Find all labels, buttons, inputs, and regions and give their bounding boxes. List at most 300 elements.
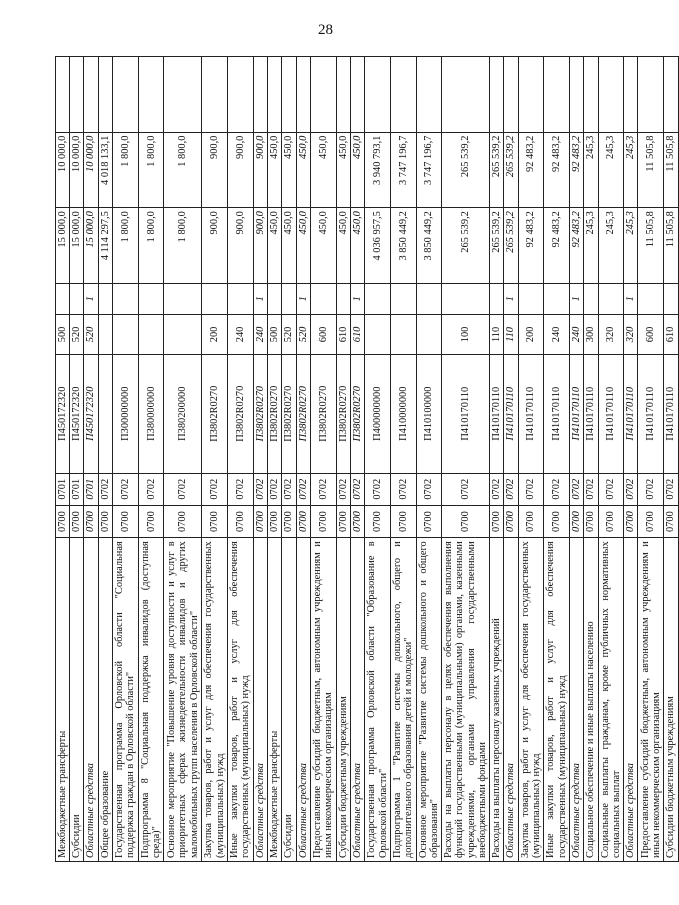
table-row [504,57,518,862]
cell-gr-code: 0700 [336,505,350,537]
cell-expense-name: Предоставление субсидий бюджетным, автономным учреждениям и иным некоммерческим организациям [638,538,664,862]
cell-vr-code: 200 [518,314,543,354]
cell-cs-code: П300000000 [112,354,138,473]
cell-cs-code: П3802R0270 [202,354,227,473]
cell-rz-code: 0702 [227,473,253,505]
cell-amount-1: 1 800,0 [164,208,202,284]
cell-gr-code: 0700 [504,505,518,537]
cell-gr-code: 0700 [164,505,202,537]
cell-amount-3 [664,57,678,133]
cell-amount-1: 11 505,8 [664,208,678,284]
cell-expense-name: Социальное обеспечение и иные выплаты населению [584,538,598,862]
cell-amount-2: 245,3 [584,132,598,208]
table-row [282,57,296,862]
cell-vr-code: 100 [442,314,490,354]
cell-rz-code: 0702 [664,473,678,505]
cell-mark [310,283,336,314]
table-row [351,57,365,862]
cell-cs-code: П410170110 [518,354,543,473]
cell-mark [202,283,227,314]
cell-cs-code: П410170110 [624,354,638,473]
cell-vr-code: 610 [351,314,365,354]
cell-amount-2: 3 747 196,7 [390,132,416,208]
table-row [70,57,84,862]
cell-rz-code: 0702 [416,473,441,505]
cell-rz-code: 0702 [336,473,350,505]
cell-gr-code: 0700 [624,505,638,537]
table-row [112,57,138,862]
cell-cs-code: П410170110 [638,354,664,473]
cell-amount-2: 245,3 [598,132,623,208]
cell-amount-1: 15 000,0 [84,208,98,284]
cell-expense-name: Основное мероприятие "Повышение уровня доступности и услуг в приоритетных сферах жизнедеятельности инвалидов и других маломобильных групп населения в Орловской области" [164,538,202,862]
cell-expense-name: Предоставление субсидий бюджетным, автономным учреждениям и иным некоммерческим организациям [310,538,336,862]
cell-amount-1: 245,3 [598,208,623,284]
cell-expense-name: Областные средства [296,538,310,862]
table-row [56,57,70,862]
cell-amount-1: 450,0 [336,208,350,284]
cell-expense-name: Социальные выплаты гражданам, кроме публичных нормативных социальных выплат [598,538,623,862]
cell-mark [336,283,350,314]
cell-rz-code: 0702 [282,473,296,505]
cell-cs-code: П3802R0270 [282,354,296,473]
cell-cs-code: П410170110 [664,354,678,473]
cell-amount-2: 265 539,2 [504,132,518,208]
cell-amount-1: 4 114 297,5 [98,208,112,284]
cell-cs-code: П410170110 [584,354,598,473]
cell-amount-1: 11 505,8 [638,208,664,284]
cell-vr-code: 500 [56,314,70,354]
cell-amount-3 [253,57,267,133]
cell-gr-code: 0700 [638,505,664,537]
table-row [84,57,98,862]
cell-cs-code: П410170110 [570,354,584,473]
cell-vr-code: 240 [570,314,584,354]
cell-amount-2: 3 747 196,7 [416,132,441,208]
cell-rz-code: 0702 [164,473,202,505]
cell-amount-2: 900,0 [253,132,267,208]
cell-rz-code: 0702 [296,473,310,505]
cell-amount-3 [490,57,504,133]
cell-gr-code: 0700 [518,505,543,537]
cell-mark [138,283,163,314]
cell-amount-1: 900,0 [253,208,267,284]
cell-mark: 1 [253,283,267,314]
cell-mark [490,283,504,314]
cell-gr-code: 0700 [584,505,598,537]
cell-gr-code: 0700 [598,505,623,537]
cell-amount-1: 1 800,0 [138,208,163,284]
cell-mark: 1 [84,283,98,314]
cell-amount-1: 450,0 [282,208,296,284]
cell-amount-2: 450,0 [310,132,336,208]
cell-amount-2: 10 000,0 [56,132,70,208]
cell-amount-1: 450,0 [310,208,336,284]
cell-gr-code: 0700 [56,505,70,537]
cell-vr-code [164,314,202,354]
cell-cs-code: П3802R0270 [268,354,282,473]
cell-expense-name: Закупка товаров, работ и услуг для обеспечения государственных (муниципальных) нужд [518,538,543,862]
cell-expense-name: Государственная программа Орловской области "Образование в Орловской области" [365,538,390,862]
cell-rz-code: 0702 [584,473,598,505]
cell-amount-3 [442,57,490,133]
cell-gr-code: 0700 [365,505,390,537]
cell-expense-name: Подпрограмма 8 "Социальная поддержка инвалидов (доступная среда)" [138,538,163,862]
cell-rz-code: 0702 [112,473,138,505]
table-row [638,57,664,862]
cell-mark [282,283,296,314]
cell-mark [268,283,282,314]
cell-amount-3 [84,57,98,133]
table-row [253,57,267,862]
cell-cs-code: П410000000 [390,354,416,473]
cell-mark [584,283,598,314]
cell-expense-name: Закупка товаров, работ и услуг для обеспечения государственных (муниципальных) нужд [202,538,227,862]
cell-amount-3 [390,57,416,133]
cell-vr-code: 520 [70,314,84,354]
table-row [336,57,350,862]
table-row [544,57,570,862]
cell-amount-3 [638,57,664,133]
cell-gr-code: 0700 [570,505,584,537]
cell-rz-code: 0702 [202,473,227,505]
cell-mark [664,283,678,314]
table-row [624,57,638,862]
cell-amount-3 [570,57,584,133]
cell-amount-1: 450,0 [268,208,282,284]
cell-cs-code: П410100000 [416,354,441,473]
cell-gr-code: 0700 [544,505,570,537]
cell-amount-2: 3 940 793,1 [365,132,390,208]
cell-expense-name: Подпрограмма 1 "Развитие системы дошкольного, общего и дополнительного образования детей и молодежи" [390,538,416,862]
cell-mark [638,283,664,314]
cell-vr-code: 500 [268,314,282,354]
cell-amount-1: 450,0 [351,208,365,284]
cell-vr-code [416,314,441,354]
cell-mark: 1 [296,283,310,314]
cell-gr-code: 0700 [490,505,504,537]
cell-rz-code: 0702 [624,473,638,505]
cell-gr-code: 0700 [310,505,336,537]
cell-amount-2: 450,0 [336,132,350,208]
cell-cs-code: П410170110 [544,354,570,473]
cell-amount-1: 15 000,0 [56,208,70,284]
cell-vr-code: 110 [504,314,518,354]
cell-vr-code: 520 [296,314,310,354]
cell-rz-code: 0702 [365,473,390,505]
cell-amount-2: 450,0 [351,132,365,208]
cell-vr-code [390,314,416,354]
cell-vr-code: 600 [310,314,336,354]
table-row [98,57,112,862]
cell-amount-2: 92 483,2 [518,132,543,208]
cell-mark [518,283,543,314]
cell-expense-name: Областные средства [84,538,98,862]
cell-vr-code [112,314,138,354]
cell-amount-2: 10 000,0 [70,132,84,208]
cell-amount-1: 4 036 957,5 [365,208,390,284]
cell-amount-2: 245,3 [624,132,638,208]
cell-amount-2: 900,0 [202,132,227,208]
cell-expense-name: Областные средства [253,538,267,862]
cell-amount-1: 900,0 [202,208,227,284]
cell-rz-code: 0702 [638,473,664,505]
cell-expense-name: Иные закупки товаров, работ и услуг для обеспечения государственных (муниципальных) нужд [544,538,570,862]
cell-mark: 1 [624,283,638,314]
cell-amount-3 [112,57,138,133]
cell-vr-code: 240 [253,314,267,354]
cell-expense-name: Областные средства [504,538,518,862]
cell-expense-name: Расходы на выплаты персоналу казенных учреждений [490,538,504,862]
cell-amount-3 [138,57,163,133]
cell-amount-2: 1 800,0 [164,132,202,208]
cell-mark [98,283,112,314]
cell-expense-name: Межбюджетные трансферты [56,538,70,862]
cell-mark [442,283,490,314]
cell-cs-code: П3802R0270 [336,354,350,473]
cell-cs-code: П3802R0270 [310,354,336,473]
cell-amount-3 [296,57,310,133]
table-row [390,57,416,862]
cell-mark [390,283,416,314]
cell-amount-3 [56,57,70,133]
cell-gr-code: 0700 [84,505,98,537]
cell-cs-code: П3802R0270 [227,354,253,473]
cell-gr-code: 0700 [442,505,490,537]
cell-vr-code [98,314,112,354]
table-row [664,57,678,862]
cell-gr-code: 0700 [70,505,84,537]
table-row [570,57,584,862]
table-row [227,57,253,862]
page-number: 28 [318,22,333,38]
cell-amount-1: 15 000,0 [70,208,84,284]
cell-amount-2: 265 539,2 [490,132,504,208]
cell-vr-code: 320 [624,314,638,354]
cell-rz-code: 0702 [570,473,584,505]
cell-expense-name: Расходы на выплаты персоналу в целях обеспечения выполнения функций государственными (муниципальными) органами, казенными учреждениями, органами управления государственными внебюджетными фондами [442,538,490,862]
cell-amount-2: 11 505,8 [664,132,678,208]
cell-vr-code: 240 [227,314,253,354]
cell-rz-code: 0702 [442,473,490,505]
cell-gr-code: 0700 [98,505,112,537]
table-body [56,57,679,862]
cell-vr-code: 600 [638,314,664,354]
cell-amount-2: 450,0 [268,132,282,208]
cell-mark [416,283,441,314]
cell-vr-code [138,314,163,354]
cell-cs-code: П400000000 [365,354,390,473]
table-row [164,57,202,862]
cell-amount-1: 3 850 449,2 [416,208,441,284]
cell-gr-code: 0700 [282,505,296,537]
table-row [416,57,441,862]
cell-vr-code: 320 [598,314,623,354]
cell-cs-code: П450172320 [84,354,98,473]
cell-amount-3 [518,57,543,133]
cell-expense-name: Общее образование [98,538,112,862]
table-row [598,57,623,862]
cell-amount-2: 11 505,8 [638,132,664,208]
cell-expense-name: Субсидии бюджетным учреждениям [336,538,350,862]
cell-expense-name: Иные закупки товаров, работ и услуг для обеспечения государственных (муниципальных) нужд [227,538,253,862]
cell-vr-code: 200 [202,314,227,354]
cell-amount-3 [282,57,296,133]
cell-expense-name: Межбюджетные трансферты [268,538,282,862]
cell-cs-code: П380000000 [138,354,163,473]
cell-amount-3 [98,57,112,133]
cell-amount-2: 1 800,0 [138,132,163,208]
cell-mark [544,283,570,314]
cell-gr-code: 0700 [202,505,227,537]
table-row [296,57,310,862]
cell-rz-code: 0702 [504,473,518,505]
table-row [490,57,504,862]
cell-rz-code: 0702 [598,473,623,505]
cell-cs-code: П410170110 [598,354,623,473]
cell-amount-1: 450,0 [296,208,310,284]
cell-rz-code: 0702 [138,473,163,505]
cell-cs-code: П3802R0270 [351,354,365,473]
cell-vr-code: 610 [664,314,678,354]
table-row [268,57,282,862]
cell-vr-code [365,314,390,354]
cell-gr-code: 0700 [268,505,282,537]
cell-cs-code: П410170110 [490,354,504,473]
cell-gr-code: 0700 [112,505,138,537]
table-row [310,57,336,862]
cell-rz-code: 0702 [390,473,416,505]
cell-expense-name: Областные средства [351,538,365,862]
table-row [138,57,163,862]
cell-amount-3 [310,57,336,133]
table-row [518,57,543,862]
budget-table [55,56,679,862]
cell-vr-code: 610 [336,314,350,354]
cell-amount-1: 265 539,2 [490,208,504,284]
cell-vr-code: 240 [544,314,570,354]
cell-mark: 1 [504,283,518,314]
cell-gr-code: 0700 [664,505,678,537]
cell-mark [164,283,202,314]
cell-amount-3 [351,57,365,133]
cell-expense-name: Субсидии бюджетным учреждениям [664,538,678,862]
cell-mark [365,283,390,314]
cell-amount-1: 245,3 [624,208,638,284]
cell-amount-2: 92 483,2 [570,132,584,208]
cell-rz-code: 0702 [490,473,504,505]
cell-amount-1: 245,3 [584,208,598,284]
table-row [202,57,227,862]
cell-amount-2: 4 018 133,1 [98,132,112,208]
cell-mark [70,283,84,314]
cell-amount-2: 900,0 [227,132,253,208]
cell-mark [56,283,70,314]
cell-amount-1: 92 483,2 [518,208,543,284]
cell-amount-3 [584,57,598,133]
cell-amount-2: 450,0 [296,132,310,208]
cell-amount-1: 92 483,2 [544,208,570,284]
cell-rz-code: 0702 [351,473,365,505]
cell-gr-code: 0700 [138,505,163,537]
cell-amount-3 [598,57,623,133]
cell-mark: 1 [570,283,584,314]
cell-expense-name: Областные средства [624,538,638,862]
cell-amount-3 [202,57,227,133]
cell-gr-code: 0700 [351,505,365,537]
cell-amount-1: 1 800,0 [112,208,138,284]
cell-expense-name: Государственная программа Орловской области "Социальная поддержка граждан в Орловской области" [112,538,138,862]
cell-vr-code: 300 [584,314,598,354]
cell-cs-code: П410170110 [504,354,518,473]
cell-amount-1: 3 850 449,2 [390,208,416,284]
cell-amount-1: 92 483,2 [570,208,584,284]
cell-amount-3 [365,57,390,133]
cell-gr-code: 0700 [390,505,416,537]
cell-rz-code: 0702 [253,473,267,505]
cell-amount-3 [544,57,570,133]
cell-rz-code: 0702 [544,473,570,505]
cell-mark [227,283,253,314]
budget-table-rotated [55,56,677,862]
cell-amount-3 [268,57,282,133]
cell-cs-code: П380200000 [164,354,202,473]
cell-rz-code: 0702 [518,473,543,505]
cell-rz-code: 0702 [268,473,282,505]
cell-rz-code: 0701 [70,473,84,505]
table-row [442,57,490,862]
cell-amount-3 [227,57,253,133]
cell-amount-2: 265 539,2 [442,132,490,208]
cell-cs-code: П450172320 [56,354,70,473]
cell-gr-code: 0700 [253,505,267,537]
cell-rz-code: 0701 [56,473,70,505]
cell-vr-code: 520 [84,314,98,354]
cell-amount-2: 450,0 [282,132,296,208]
cell-gr-code: 0700 [416,505,441,537]
cell-expense-name: Субсидии [282,538,296,862]
cell-amount-3 [624,57,638,133]
cell-expense-name: Субсидии [70,538,84,862]
table-row [584,57,598,862]
cell-gr-code: 0700 [296,505,310,537]
cell-cs-code: П3802R0270 [296,354,310,473]
cell-amount-2: 10 000,0 [84,132,98,208]
cell-amount-3 [416,57,441,133]
cell-rz-code: 0701 [84,473,98,505]
cell-mark [112,283,138,314]
cell-amount-1: 265 539,2 [442,208,490,284]
cell-amount-3 [504,57,518,133]
cell-mark: 1 [351,283,365,314]
cell-expense-name: Областные средства [570,538,584,862]
cell-cs-code: П3802R0270 [253,354,267,473]
cell-rz-code: 0702 [98,473,112,505]
cell-amount-3 [336,57,350,133]
cell-amount-2: 92 483,2 [544,132,570,208]
cell-cs-code: П410170110 [442,354,490,473]
cell-amount-3 [70,57,84,133]
cell-amount-3 [164,57,202,133]
table-row [365,57,390,862]
cell-vr-code: 520 [282,314,296,354]
cell-cs-code [98,354,112,473]
cell-rz-code: 0702 [310,473,336,505]
cell-amount-2: 1 800,0 [112,132,138,208]
cell-amount-1: 265 539,2 [504,208,518,284]
cell-mark [598,283,623,314]
cell-gr-code: 0700 [227,505,253,537]
